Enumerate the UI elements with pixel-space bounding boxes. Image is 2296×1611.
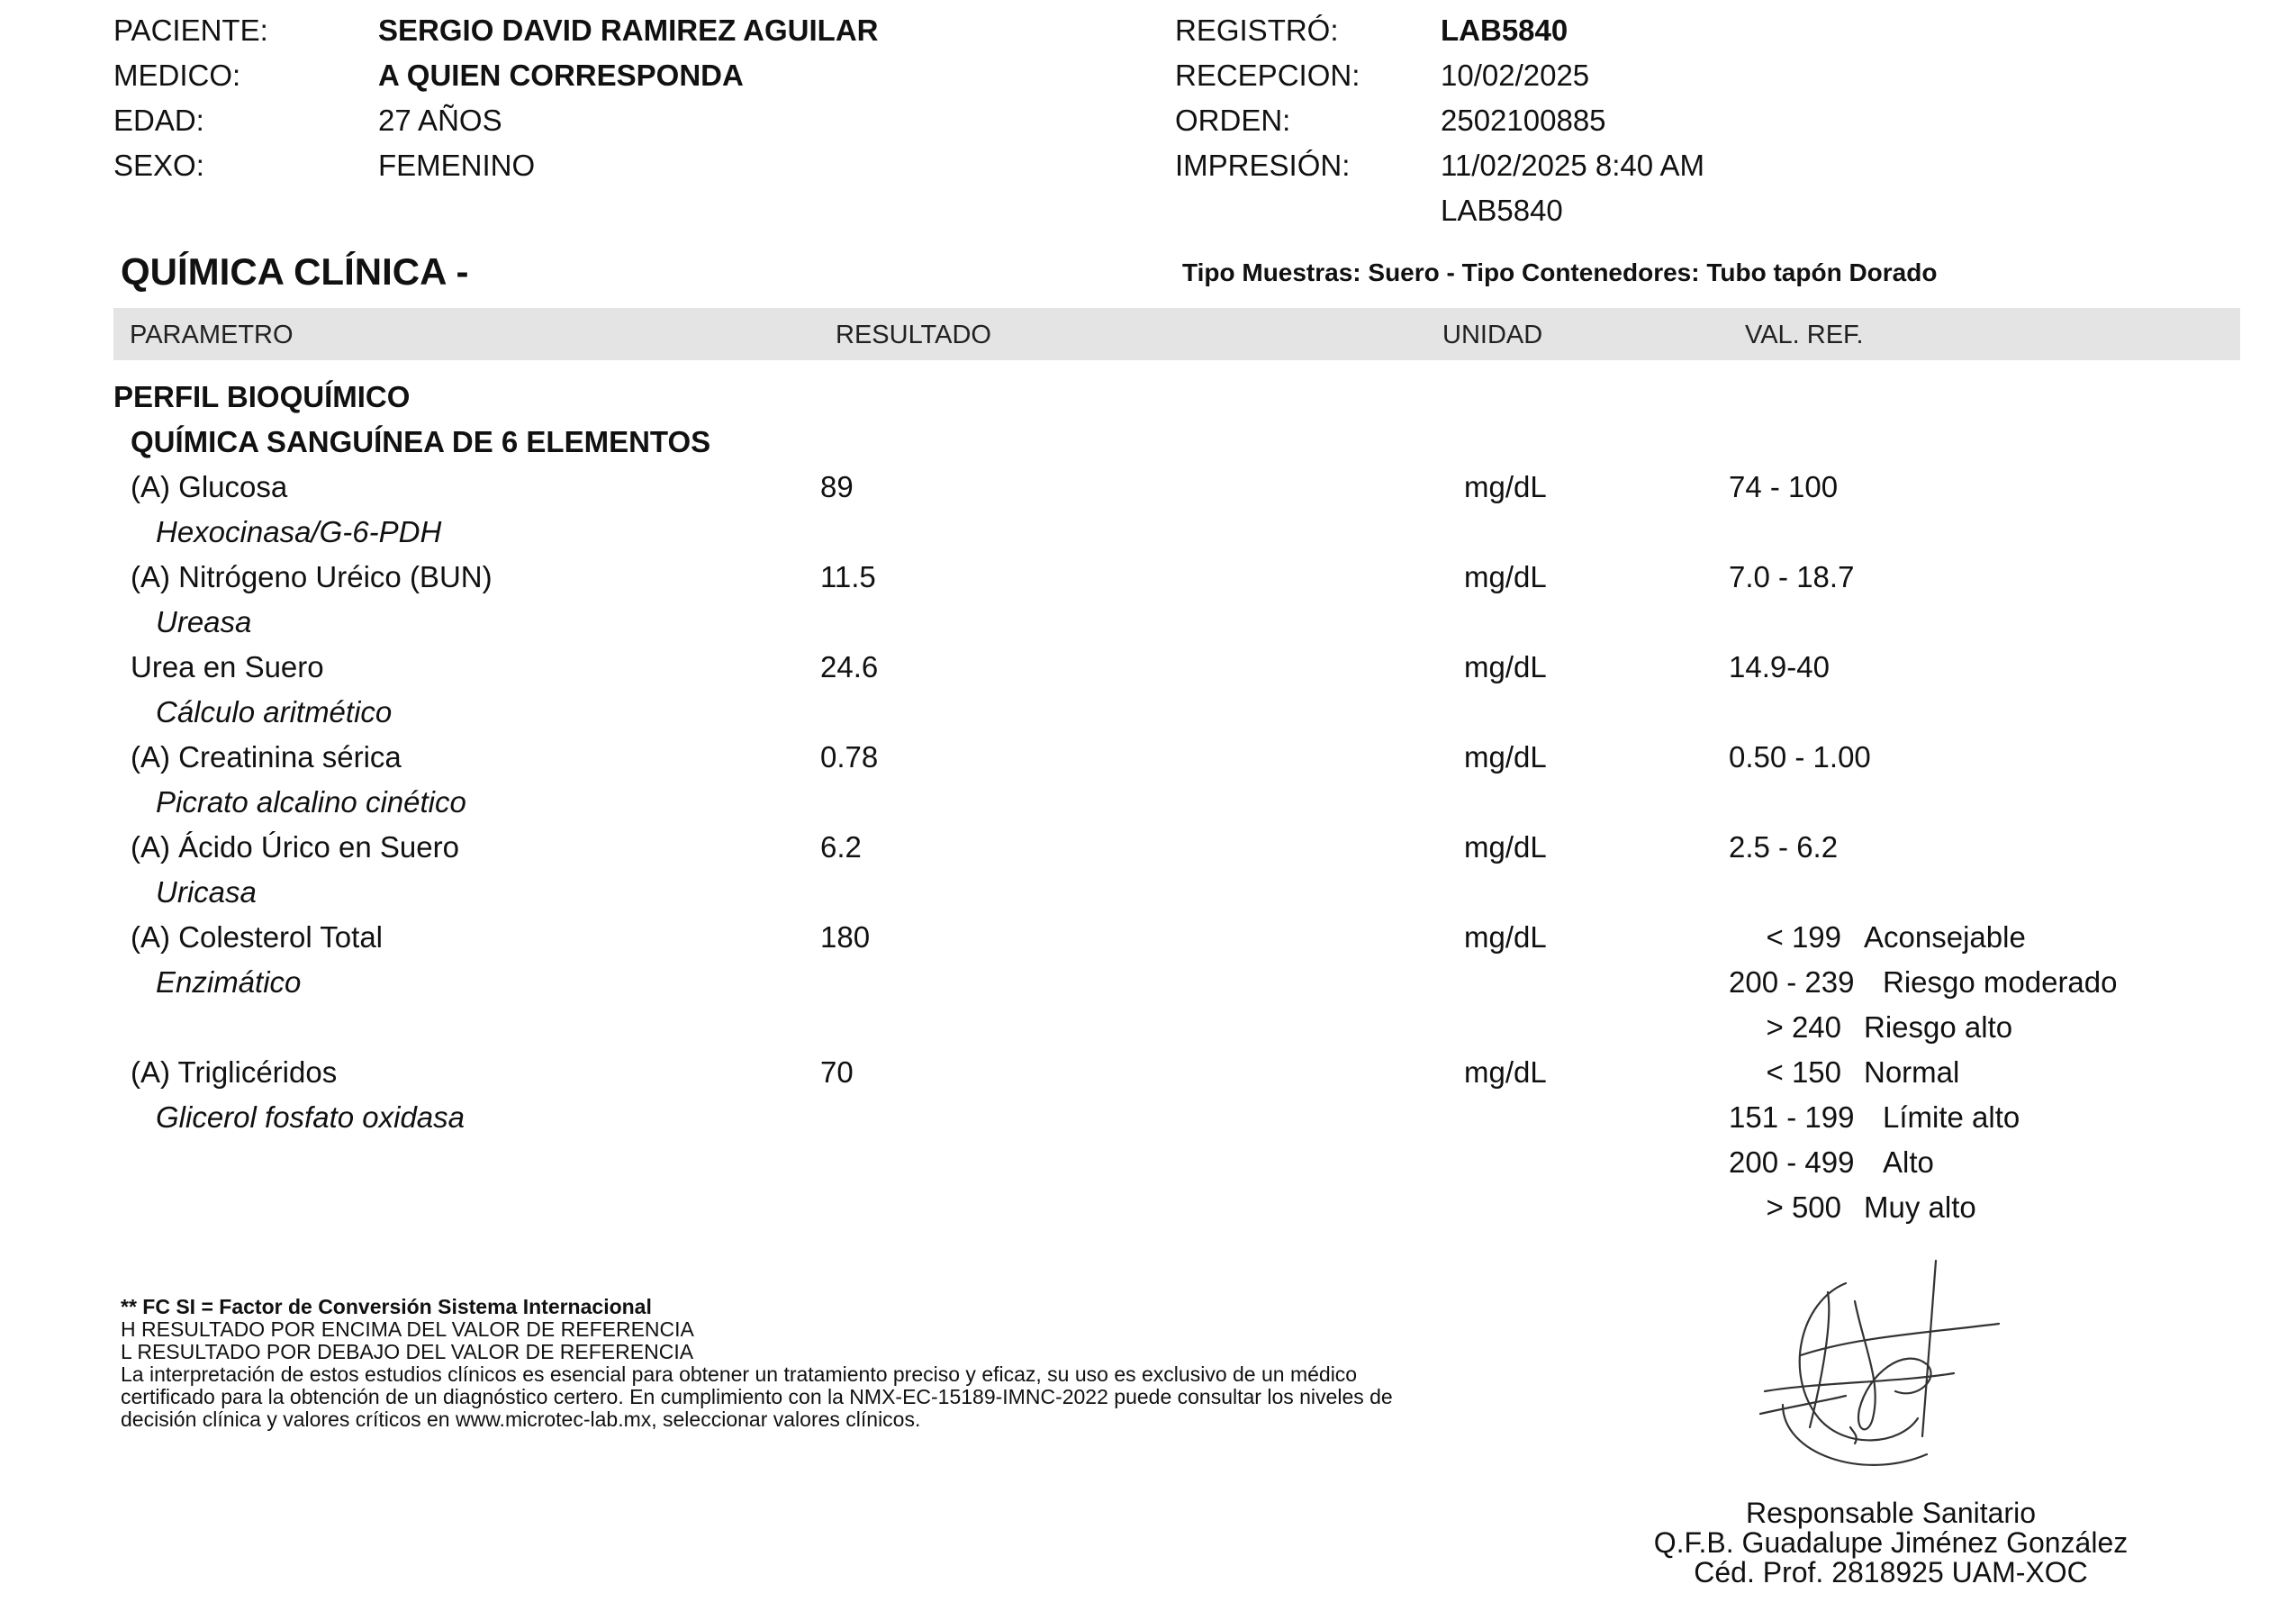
- ref-range: 151 - 199: [1729, 1100, 1855, 1134]
- result-ref: 74 - 100: [1729, 470, 1839, 503]
- result-method: Ureasa: [156, 605, 252, 638]
- result-value: 180: [820, 920, 871, 954]
- footnote-line3: decisión clínica y valores críticos en www.microtec-lab.mx, seleccionar valores clínicos.: [121, 1407, 921, 1431]
- ref-range: < 199: [1766, 920, 1841, 954]
- result-value: 24.6: [820, 650, 879, 683]
- doctor-label: MEDICO:: [113, 59, 241, 92]
- registro-label: REGISTRÓ:: [1175, 14, 1339, 47]
- recepcion-value: 10/02/2025: [1441, 59, 1590, 92]
- result-name: (A) Triglicéridos: [131, 1055, 338, 1089]
- result-method: Enzimático: [156, 965, 302, 999]
- footnote-h: H RESULTADO POR ENCIMA DEL VALOR DE REFERENCIA: [121, 1317, 694, 1341]
- age-label: EDAD:: [113, 104, 204, 137]
- result-unit: mg/dL: [1464, 740, 1547, 774]
- result-name: (A) Glucosa: [131, 470, 288, 503]
- ref-range: > 500: [1766, 1190, 1841, 1224]
- result-value: 70: [820, 1055, 854, 1089]
- ref-label: Riesgo moderado: [1883, 965, 2118, 999]
- col-unidad: UNIDAD: [1442, 321, 1543, 349]
- result-unit: mg/dL: [1464, 650, 1547, 683]
- result-ref: 0.50 - 1.00: [1729, 740, 1871, 774]
- footnote-line2: certificado para la obtención de un diagnóstico certero. En cumplimiento con la NMX-EC-15189-IMNC-2022 puede consultar los niveles de: [121, 1385, 1393, 1408]
- result-method: Hexocinasa/G-6-PDH: [156, 515, 442, 548]
- profile-title: PERFIL BIOQUÍMICO: [113, 380, 411, 413]
- profile-subtitle: QUÍMICA SANGUÍNEA DE 6 ELEMENTOS: [131, 425, 711, 458]
- ref-range: 200 - 239: [1729, 965, 1855, 999]
- impresion-label: IMPRESIÓN:: [1175, 149, 1351, 182]
- patient-name: SERGIO DAVID RAMIREZ AGUILAR: [378, 14, 879, 47]
- signature-cedula: Céd. Prof. 2818925 UAM-XOC: [1694, 1556, 2088, 1588]
- recepcion-label: RECEPCION:: [1175, 59, 1360, 92]
- sample-info: Tipo Muestras: Suero - Tipo Contenedores: Tubo tapón Dorado: [1182, 258, 1938, 286]
- result-ref: 14.9-40: [1729, 650, 1830, 683]
- result-value: 11.5: [820, 560, 876, 593]
- ref-range: 200 - 499: [1729, 1145, 1855, 1179]
- signature-name: Q.F.B. Guadalupe Jiménez González: [1653, 1526, 2129, 1559]
- sex-label: SEXO:: [113, 149, 204, 182]
- result-ref: 2.5 - 6.2: [1729, 830, 1839, 864]
- col-parametro: PARAMETRO: [130, 321, 294, 349]
- ref-range: < 150: [1766, 1055, 1841, 1089]
- footnote-l: L RESULTADO POR DEBAJO DEL VALOR DE REFERENCIA: [121, 1340, 694, 1363]
- age-value: 27 AÑOS: [378, 104, 502, 137]
- section-title: QUÍMICA CLÍNICA -: [121, 250, 469, 293]
- footnote-line1: La interpretación de estos estudios clínicos es esencial para obtener un tratamiento preciso y eficaz, su uso es exclusivo de un médico: [121, 1362, 1358, 1386]
- registro-extra: LAB5840: [1441, 194, 1563, 227]
- ref-range: > 240: [1766, 1010, 1841, 1044]
- col-resultado: RESULTADO: [836, 321, 991, 349]
- patient-label: PACIENTE:: [113, 14, 268, 47]
- result-unit: mg/dL: [1464, 560, 1547, 593]
- signature-role: Responsable Sanitario: [1746, 1497, 2036, 1529]
- result-name: (A) Nitrógeno Uréico (BUN): [131, 560, 493, 593]
- result-unit: mg/dL: [1464, 830, 1547, 864]
- sex-value: FEMENINO: [378, 149, 536, 182]
- result-method: Glicerol fosfato oxidasa: [156, 1100, 466, 1134]
- result-name: (A) Ácido Úrico en Suero: [131, 830, 459, 864]
- ref-label: Aconsejable: [1864, 920, 2026, 954]
- result-method: Picrato alcalino cinético: [156, 785, 466, 819]
- footnote-fc: ** FC SI = Factor de Conversión Sistema Internacional: [121, 1295, 652, 1318]
- ref-label: Límite alto: [1883, 1100, 2020, 1134]
- impresion-value: 11/02/2025 8:40 AM: [1441, 149, 1704, 182]
- result-method: Cálculo aritmético: [156, 695, 393, 729]
- result-unit: mg/dL: [1464, 470, 1547, 503]
- handwritten-signature: [1747, 1247, 2017, 1481]
- registro-value: LAB5840: [1441, 14, 1568, 47]
- result-value: 6.2: [820, 830, 862, 864]
- result-method: Uricasa: [156, 875, 257, 909]
- ref-label: Muy alto: [1864, 1190, 1976, 1224]
- result-name: Urea en Suero: [131, 650, 324, 683]
- doctor-name: A QUIEN CORRESPONDA: [378, 59, 744, 92]
- col-valref: VAL. REF.: [1745, 321, 1864, 349]
- result-name: (A) Creatinina sérica: [131, 740, 402, 774]
- result-ref: 7.0 - 18.7: [1729, 560, 1855, 593]
- ref-label: Alto: [1883, 1145, 1934, 1179]
- result-value: 89: [820, 470, 854, 503]
- result-value: 0.78: [820, 740, 879, 774]
- orden-value: 2502100885: [1441, 104, 1606, 137]
- orden-label: ORDEN:: [1175, 104, 1291, 137]
- result-unit: mg/dL: [1464, 920, 1547, 954]
- ref-label: Normal: [1864, 1055, 1960, 1089]
- result-name: (A) Colesterol Total: [131, 920, 384, 954]
- result-unit: mg/dL: [1464, 1055, 1547, 1089]
- ref-label: Riesgo alto: [1864, 1010, 2013, 1044]
- column-header: [113, 308, 2240, 360]
